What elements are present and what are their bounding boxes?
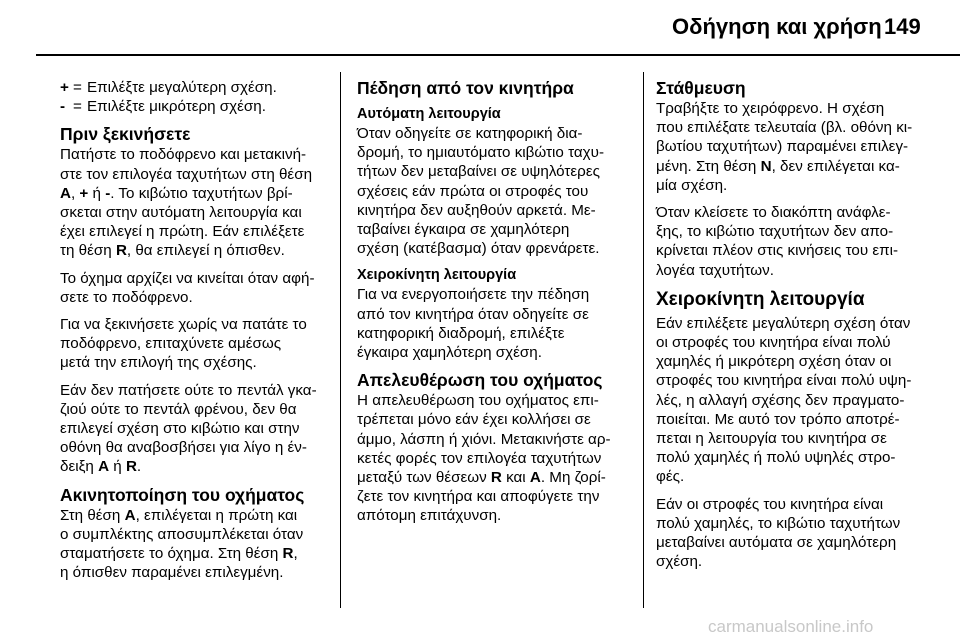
paragraph: Όταν οδηγείτε σε κατηφορική δια- δρομή, το ημιαυτόματο κιβώτιο ταχυ- τήτων δεν μεταβαίνει σε υψηλότερες σχέσεις εάν πρώτα οι στροφές του κινητήρα δεν αυξηθούν αρκετά. Με- ταβαίνει έγκαιρα σε χαμηλότερη σχέση (κατέβασμα) όταν φρενάρετε. bbox=[357, 125, 604, 258]
paragraph: Όταν κλείσετε το διακόπτη ανάφλε- ξης, το κιβώτιο ταχυτήτων δεν απο- κρίνεται πλέον στις κινήσεις του επι- λογέα ταχυτήτων. bbox=[656, 204, 899, 279]
paragraph: Εάν δεν πατήσετε ούτε το πεντάλ γκα- ζιού ούτε το πεντάλ φρένου, δεν θα επιλεγεί σχέση στο κιβώτιο και στην οθόνη θα αναβοσβήσει για λίγο η έν- δειξη A ή R. bbox=[60, 381, 317, 476]
watermark: carmanualsonline.info bbox=[708, 617, 874, 636]
column-3 bbox=[656, 78, 956, 579]
paragraph: Για να ενεργοποιήσετε την πέδηση από τον κινητήρα όταν οδηγείτε σε κατηφορική διαδρομή, επιλέξτε έγκαιρα χαμηλότερη σχέση. bbox=[357, 286, 590, 362]
column-2 bbox=[357, 78, 639, 534]
section-heading-parking: Στάθμευση bbox=[656, 78, 746, 98]
subheading-manual-mode: Χειροκίνητη λειτουργία bbox=[357, 267, 517, 284]
paragraph: Για να ξεκινήσετε χωρίς να πατάτε το ποδόφρενο, επιταχύνετε αμέσως μετά την επιλογή της σχέσης. bbox=[60, 316, 307, 372]
subheading-automatic-mode: Αυτόματη λειτουργία bbox=[357, 106, 501, 122]
key-description: Επιλέξτε μικρότερη σχέση. bbox=[87, 98, 266, 116]
paragraph: Εάν επιλέξετε μεγαλύτερη σχέση όταν οι στροφές του κινητήρα είναι πολύ χαμηλές ή μικρότερη σχέση όταν οι στροφές του κινητήρα είναι πολύ υψη- λές, η αλλαγή σχέσης δεν πραγματο- ποιείται. Με αυτό τον τρόπο αποτρέ- πεται η λειτουργία του κινητήρα σε πολύ χαμηλές ή πολύ υψηλές στρο- φές. bbox=[656, 314, 912, 486]
key-legend-plus bbox=[60, 78, 336, 97]
header-rule bbox=[36, 54, 960, 56]
paragraph: Η απελευθέρωση του οχήματος επι- τρέπεται μόνο εάν έχει κολλήσει σε άμμο, λάσπη ή χιόνι. Μετακινήστε αρ- κετές φορές τον επιλογέα ταχυτήτων μεταξύ των θέσεων R και A. Μη ζορί- ζετε τον κινητήρα και αποφύγετε την απότομη επιτάχυνση. bbox=[357, 392, 611, 525]
section-heading-before-start: Πριν ξεκινήσετε bbox=[60, 124, 191, 145]
key-legend-minus bbox=[60, 97, 336, 116]
page-title: Οδήγηση και χρήση bbox=[672, 14, 882, 39]
paragraph: Εάν οι στροφές του κινητήρα είναι πολύ χαμηλές, το κιβώτιο ταχυτήτων μεταβαίνει αυτόματα σε χαμηλότερη σχέση. bbox=[656, 495, 901, 571]
key-symbol: - bbox=[60, 98, 66, 116]
key-description: Επιλέξτε μεγαλύτερη σχέση. bbox=[87, 79, 277, 96]
column-divider-2 bbox=[643, 72, 644, 608]
column-divider-1 bbox=[340, 72, 341, 608]
key-symbol: + bbox=[60, 79, 69, 96]
key-equals: = bbox=[73, 98, 82, 116]
paragraph: Τραβήξτε το χειρόφρενο. Η σχέση που επιλέξατε τελευταία (βλ. οθόνη κι- βωτίου ταχυτήτων) παραμένει επιλεγ- μένη. Στη θέση N, δεν επιλέγεται κα- μία σχέση. bbox=[656, 100, 913, 194]
column-1 bbox=[60, 78, 336, 590]
section-heading-manual-mode: Χειροκίνητη λειτουργία bbox=[656, 288, 865, 310]
paragraph: Στη θέση A, επιλέγεται η πρώτη και ο συμπλέκτης αποσυμπλέκεται όταν σταματήσετε το όχημα. Στη θέση R, η όπισθεν παραμένει επιλεγμένη. bbox=[60, 506, 304, 582]
key-equals: = bbox=[73, 79, 82, 96]
section-heading-engine-braking: Πέδηση από τον κινητήρα bbox=[357, 78, 574, 98]
paragraph: Πατήστε το ποδόφρενο και μετακινή- στε τον επιλογέα ταχυτήτων στη θέση A, + ή -. Το κιβώτιο ταχυτήτων βρί- σκεται στην αυτόματη λειτουργία και έχει επιλεγεί η πρώτη. Εάν επιλέξετε τη θέση R, θα επιλεγεί η όπισθεν. bbox=[60, 146, 313, 260]
page-number: 149 bbox=[884, 14, 921, 39]
section-heading-vehicle-release: Απελευθέρωση του οχήματος bbox=[357, 370, 603, 391]
section-heading-vehicle-stop: Ακινητοποίηση του οχήματος bbox=[60, 484, 305, 505]
paragraph: Το όχημα αρχίζει να κινείται όταν αφή- σετε το ποδόφρενο. bbox=[60, 269, 315, 306]
